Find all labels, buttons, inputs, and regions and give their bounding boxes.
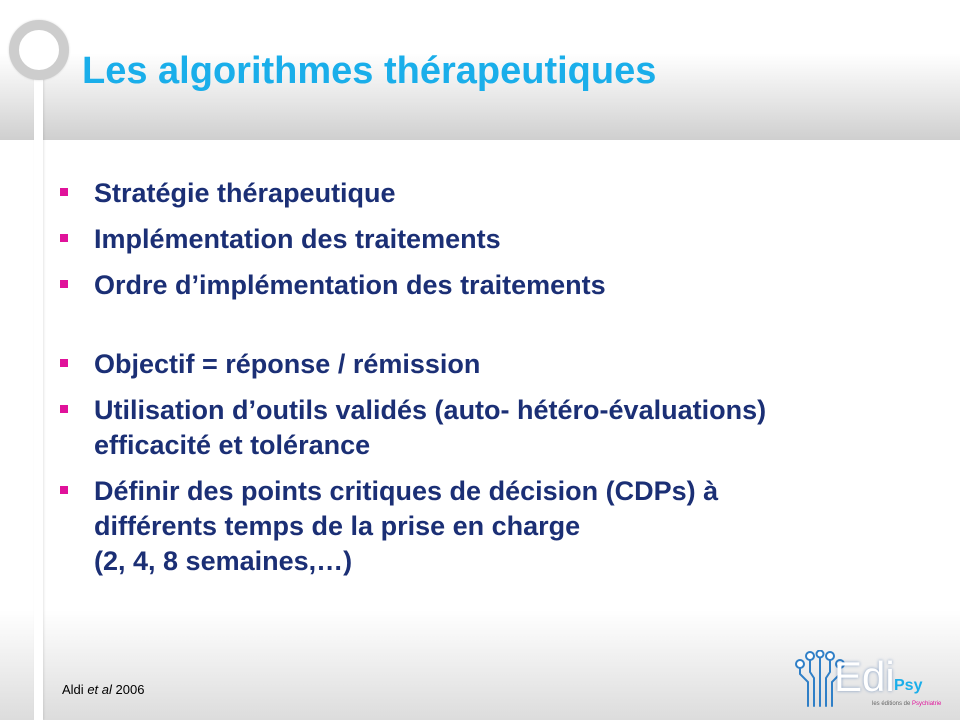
citation-etal: et al (87, 682, 112, 697)
logo-tagline (872, 701, 941, 707)
logo-tagline-prefix: les éditions de (872, 701, 911, 707)
citation-year: 2006 (115, 682, 145, 697)
bullet-line: Objectif = réponse / rémission (94, 349, 481, 379)
bullet-line: différents temps de la prise en charge (94, 511, 581, 541)
bullet-item-ordre (60, 268, 940, 303)
decorative-vertical-line (34, 60, 43, 720)
bullet-item-strategie (60, 176, 940, 211)
bullet-item-outils (60, 393, 940, 463)
bullet-item-objectif (60, 347, 940, 382)
bullet-line: Implémentation des traitements (94, 224, 501, 254)
bullet-marker (60, 359, 68, 367)
logo-wordmark: Edi (834, 653, 895, 700)
bullet-line: efficacité et tolérance (94, 430, 371, 460)
bullet-marker (60, 280, 68, 288)
bullet-line: Utilisation d’outils validés (auto- hétéro-évaluations) (94, 395, 767, 425)
slide-title: Les algorithmes thérapeutiques (82, 50, 657, 92)
bullet-line: (2, 4, 8 semaines,…) (94, 546, 353, 576)
bullet-marker (60, 486, 68, 494)
bullet-line: Définir des points critiques de décision (CDPs) à (94, 476, 719, 506)
citation-author: Aldi (62, 682, 84, 697)
logo-suffix: Psy (894, 677, 923, 694)
bullet-list (60, 176, 940, 590)
bullet-line: Stratégie thérapeutique (94, 178, 396, 208)
logo-tagline-highlight: Psychiatrie (912, 701, 942, 707)
bullet-marker (60, 234, 68, 242)
citation (62, 682, 144, 697)
bullet-item-implementation (60, 222, 940, 257)
bullet-marker (60, 188, 68, 196)
bullet-line: Ordre d’implémentation des traitements (94, 270, 606, 300)
decorative-ring-icon (9, 20, 69, 80)
bullet-marker (60, 405, 68, 413)
bullet-item-points-critiques (60, 474, 940, 579)
